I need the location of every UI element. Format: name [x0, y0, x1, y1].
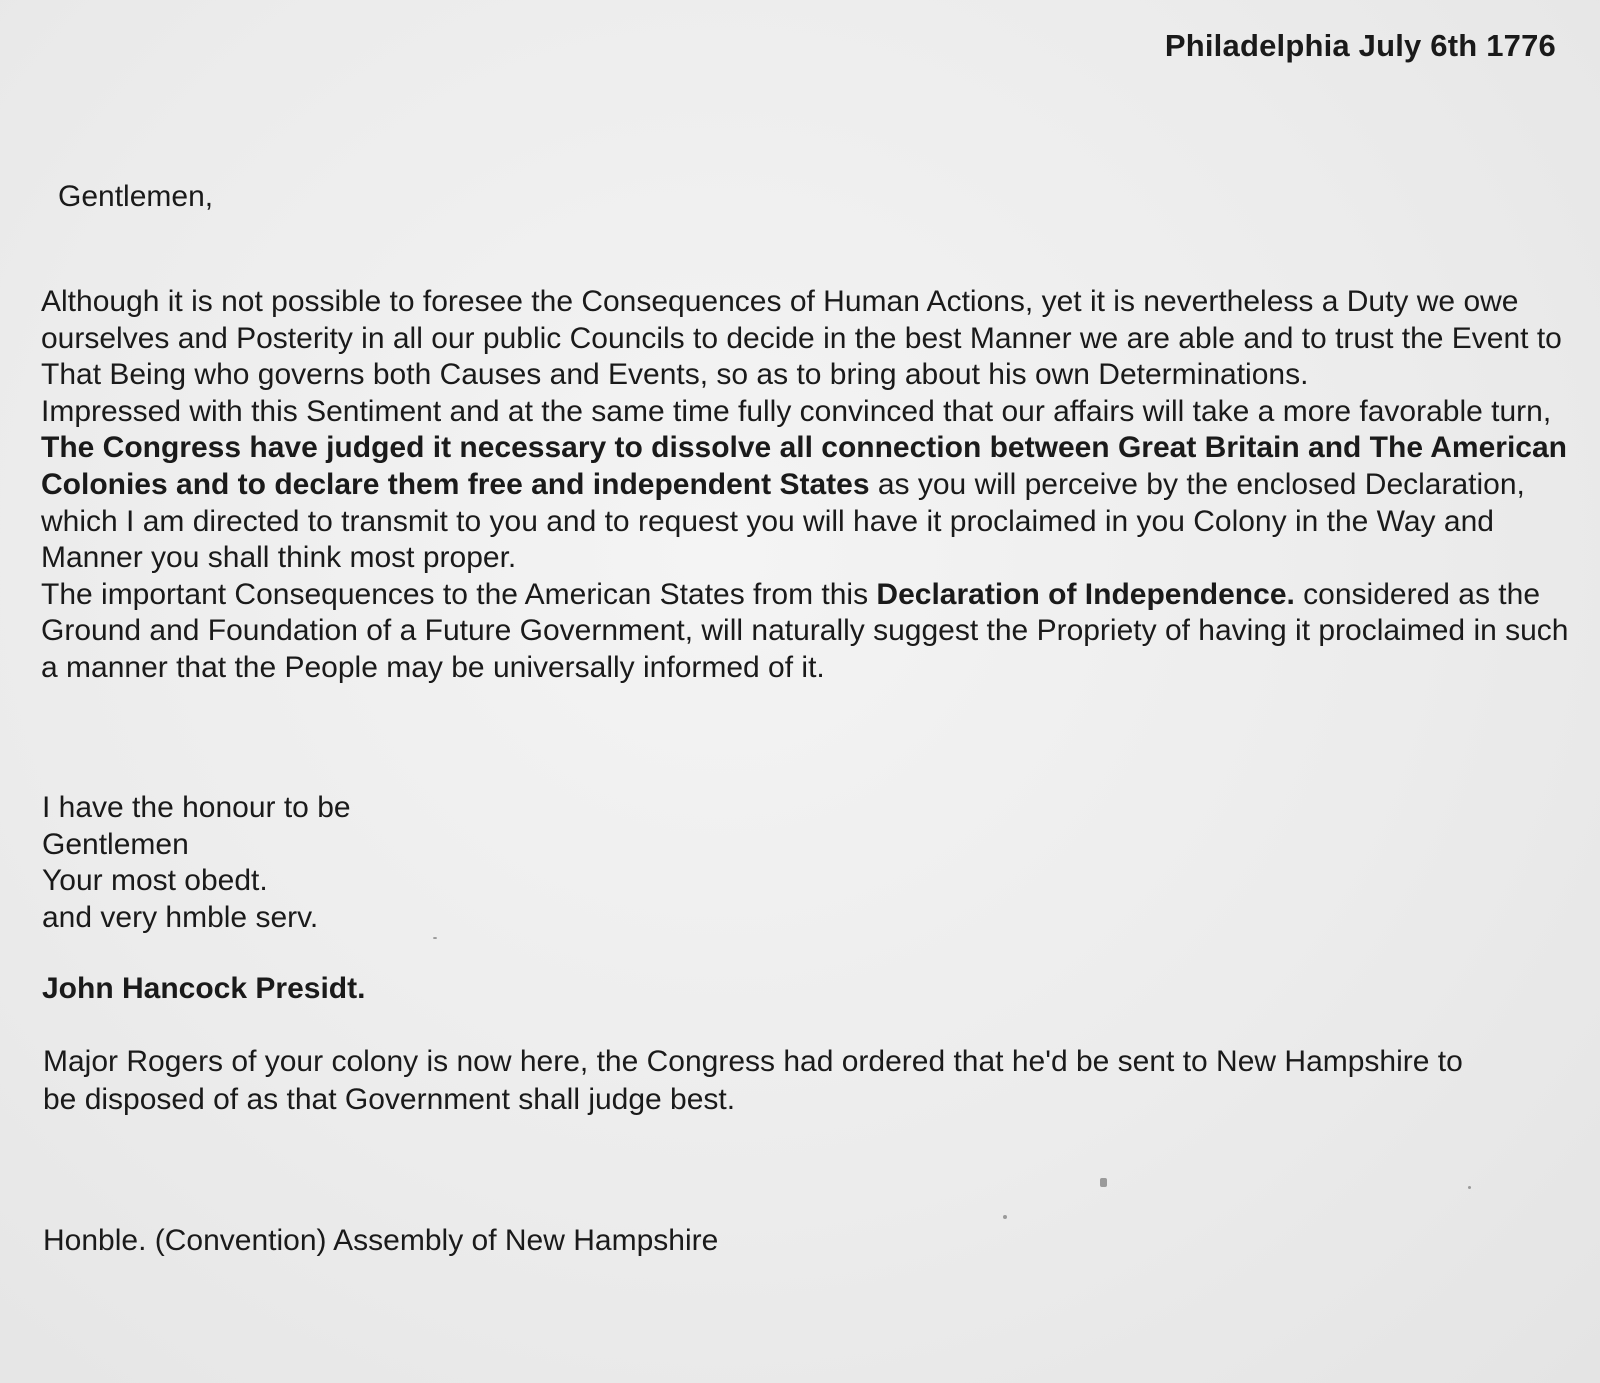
paragraph-3-rest: considered as the Ground and Foundation of a Future Government, will naturally suggest the Propriety of having it proclaimed in such a manner that the People may be universally informed of it.	[41, 577, 1569, 684]
paragraph-3-intro: The important Consequences to the American States from this	[41, 577, 877, 611]
paper-speck	[1003, 1215, 1007, 1219]
paragraph-2-emphasis: The Congress have judged it necessary to dissolve all connection between Great Britain and The American Colonies and to declare them free and independent States	[41, 431, 1567, 501]
closing-block	[42, 790, 351, 936]
paragraph-2-intro: Impressed with this Sentiment and at the same time fully convinced that our affairs will take a more favorable turn,	[41, 394, 1552, 428]
paragraph-2-rest: as you will perceive by the enclosed Declaration, which I am directed to transmit to you and to request you will have it proclaimed in you Colony in the Way and Manner you shall think most proper.	[41, 467, 1525, 575]
closing-line-3: Your most obedt.	[42, 864, 268, 898]
letter-date: Philadelphia July 6th 1776	[1164, 28, 1556, 63]
paper-speck	[1468, 1186, 1471, 1189]
paragraph-3	[41, 577, 1571, 687]
postscript: Major Rogers of your colony is now here, the Congress had ordered that he'd be sent to New Hampshire to be disposed of as that Government shall judge best.	[43, 1045, 1463, 1116]
closing-line-4: and very hmble serv.	[42, 900, 319, 934]
paper-speck	[433, 937, 437, 939]
signature: John Hancock Presidt.	[42, 972, 366, 1005]
addressee: Honble. (Convention) Assembly of New Hampshire	[43, 1224, 719, 1257]
paragraph-2	[41, 394, 1571, 577]
paragraph-3-emphasis: Declaration of Independence.	[876, 577, 1295, 611]
paper-speck	[1100, 1178, 1107, 1187]
closing-line-2: Gentlemen	[42, 827, 189, 861]
letter-body	[41, 284, 1571, 687]
paragraph-1: Although it is not possible to foresee the Consequences of Human Actions, yet it is nevertheless a Duty we owe ourselves and Posterity in all our public Councils to decide in the best Manner we are able and to trust the Event to That Being who governs both Causes and Events, so as to bring about his own Determinations.	[41, 285, 1562, 392]
closing-line-1: I have the honour to be	[42, 791, 351, 824]
salutation: Gentlemen,	[58, 180, 214, 213]
